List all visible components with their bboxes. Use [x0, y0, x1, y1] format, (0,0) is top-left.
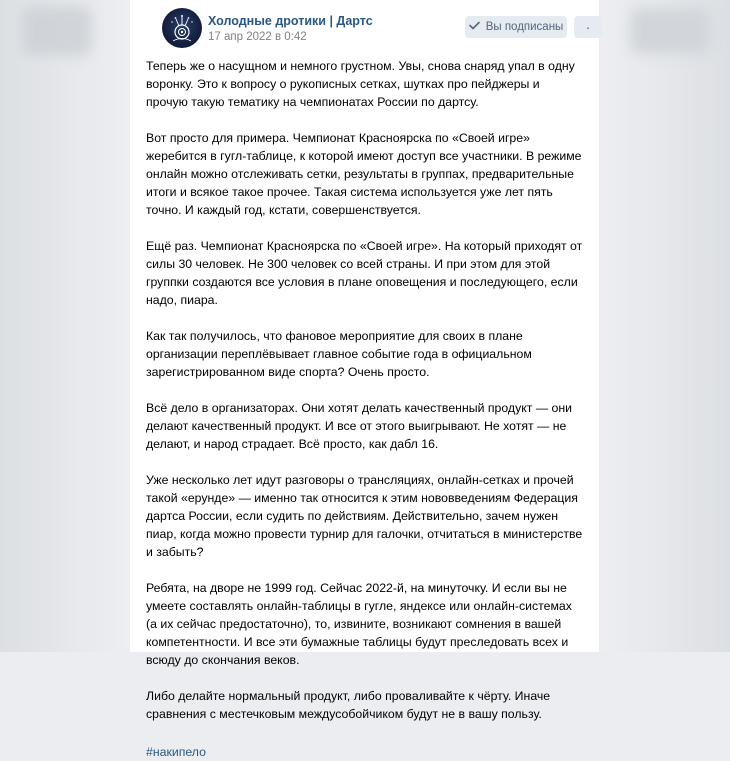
- community-avatar[interactable]: [162, 8, 202, 48]
- post-paragraph: Теперь же о насущном и немного грустном. Увы, снова снаряд упал в одну воронку. Это к вопросу о рукописных сетках, шутках про пейджеры и прочую такую тематику на чемпионатах России по дартсу.: [146, 59, 575, 109]
- post-paragraph: Либо делайте нормальный продукт, либо проваливайте к чёрту. Иначе сравнения с местечковым междусобойчиком будут не в вашу пользу.: [146, 689, 551, 721]
- dartboard-logo-icon: [162, 8, 202, 48]
- more-icon: ·: [585, 19, 591, 35]
- post-text: [146, 57, 583, 761]
- background-blur-left: [0, 0, 130, 652]
- post-paragraph: Ещё раз. Чемпионат Красноярска по «Своей игре». На который приходят от силы 30 человек. Не 300 человек со всей страны. И при этом для этой группки создаются все условия в плане оповещения и последующего, если надо, пиара.: [146, 239, 583, 307]
- post-card: [130, 0, 599, 759]
- subscribed-label: Вы подписаны: [485, 21, 564, 33]
- post-paragraph: Уже несколько лет идут разговоры о трансляциях, онлайн-сетках и прочей такой «ерунде» — именно так относится к этим нововведениям Федерация дартса России, если судить по действиям. Действительно, зачем нужен пиар, когда можно провести турнир для галочки, отчитаться в министерстве и забыть?: [146, 473, 583, 559]
- subscribed-button[interactable]: [465, 16, 567, 38]
- background-blur-right: [600, 0, 730, 652]
- hashtag-link[interactable]: #накипело: [146, 745, 206, 759]
- post-paragraph: Вот просто для примера. Чемпионат Красноярска по «Своей игре» жеребится в гугл-таблице, к которой имеют доступ все участники. В режиме онлайн можно отслеживать сетки, результаты в группах, предварительные итоги и всякое такое прочее. Такая система используется уже лет пять точно. И каждый год, кстати, совершенствуется.: [146, 131, 582, 217]
- check-icon: [469, 21, 480, 33]
- post-paragraph: Ребята, на дворе не 1999 год. Сейчас 2022-й, на минуточку. И если вы не умеете составлять онлайн-таблицы в гугле, яндексе или онлайн-системах (а их сейчас предостаточно), то, извините, возникают сомнения в вашей компетентности. И все эти бумажные таблицы будут преследовать всех и всюду до скончания веков.: [146, 581, 572, 667]
- post-author-link[interactable]: Холодные дротики | Дартс: [208, 14, 373, 28]
- blurred-element-left: [22, 6, 92, 56]
- blurred-element-right: [630, 8, 710, 54]
- post-date[interactable]: 17 апр 2022 в 0:42: [208, 31, 307, 43]
- post-paragraph: Всё дело в организаторах. Они хотят делать качественный продукт — они делают качественный продукт. И все от этого выигрывают. Не хотят — не делают, и народ страдает. Всё просто, как дабл 16.: [146, 401, 573, 451]
- post-paragraph: Как так получилось, что фановое мероприятие для своих в плане организации переплёвывает главное событие года в официальном зарегистрированном виде спорта? Очень просто.: [146, 329, 532, 379]
- post-header: [146, 0, 591, 52]
- more-button[interactable]: [574, 16, 602, 38]
